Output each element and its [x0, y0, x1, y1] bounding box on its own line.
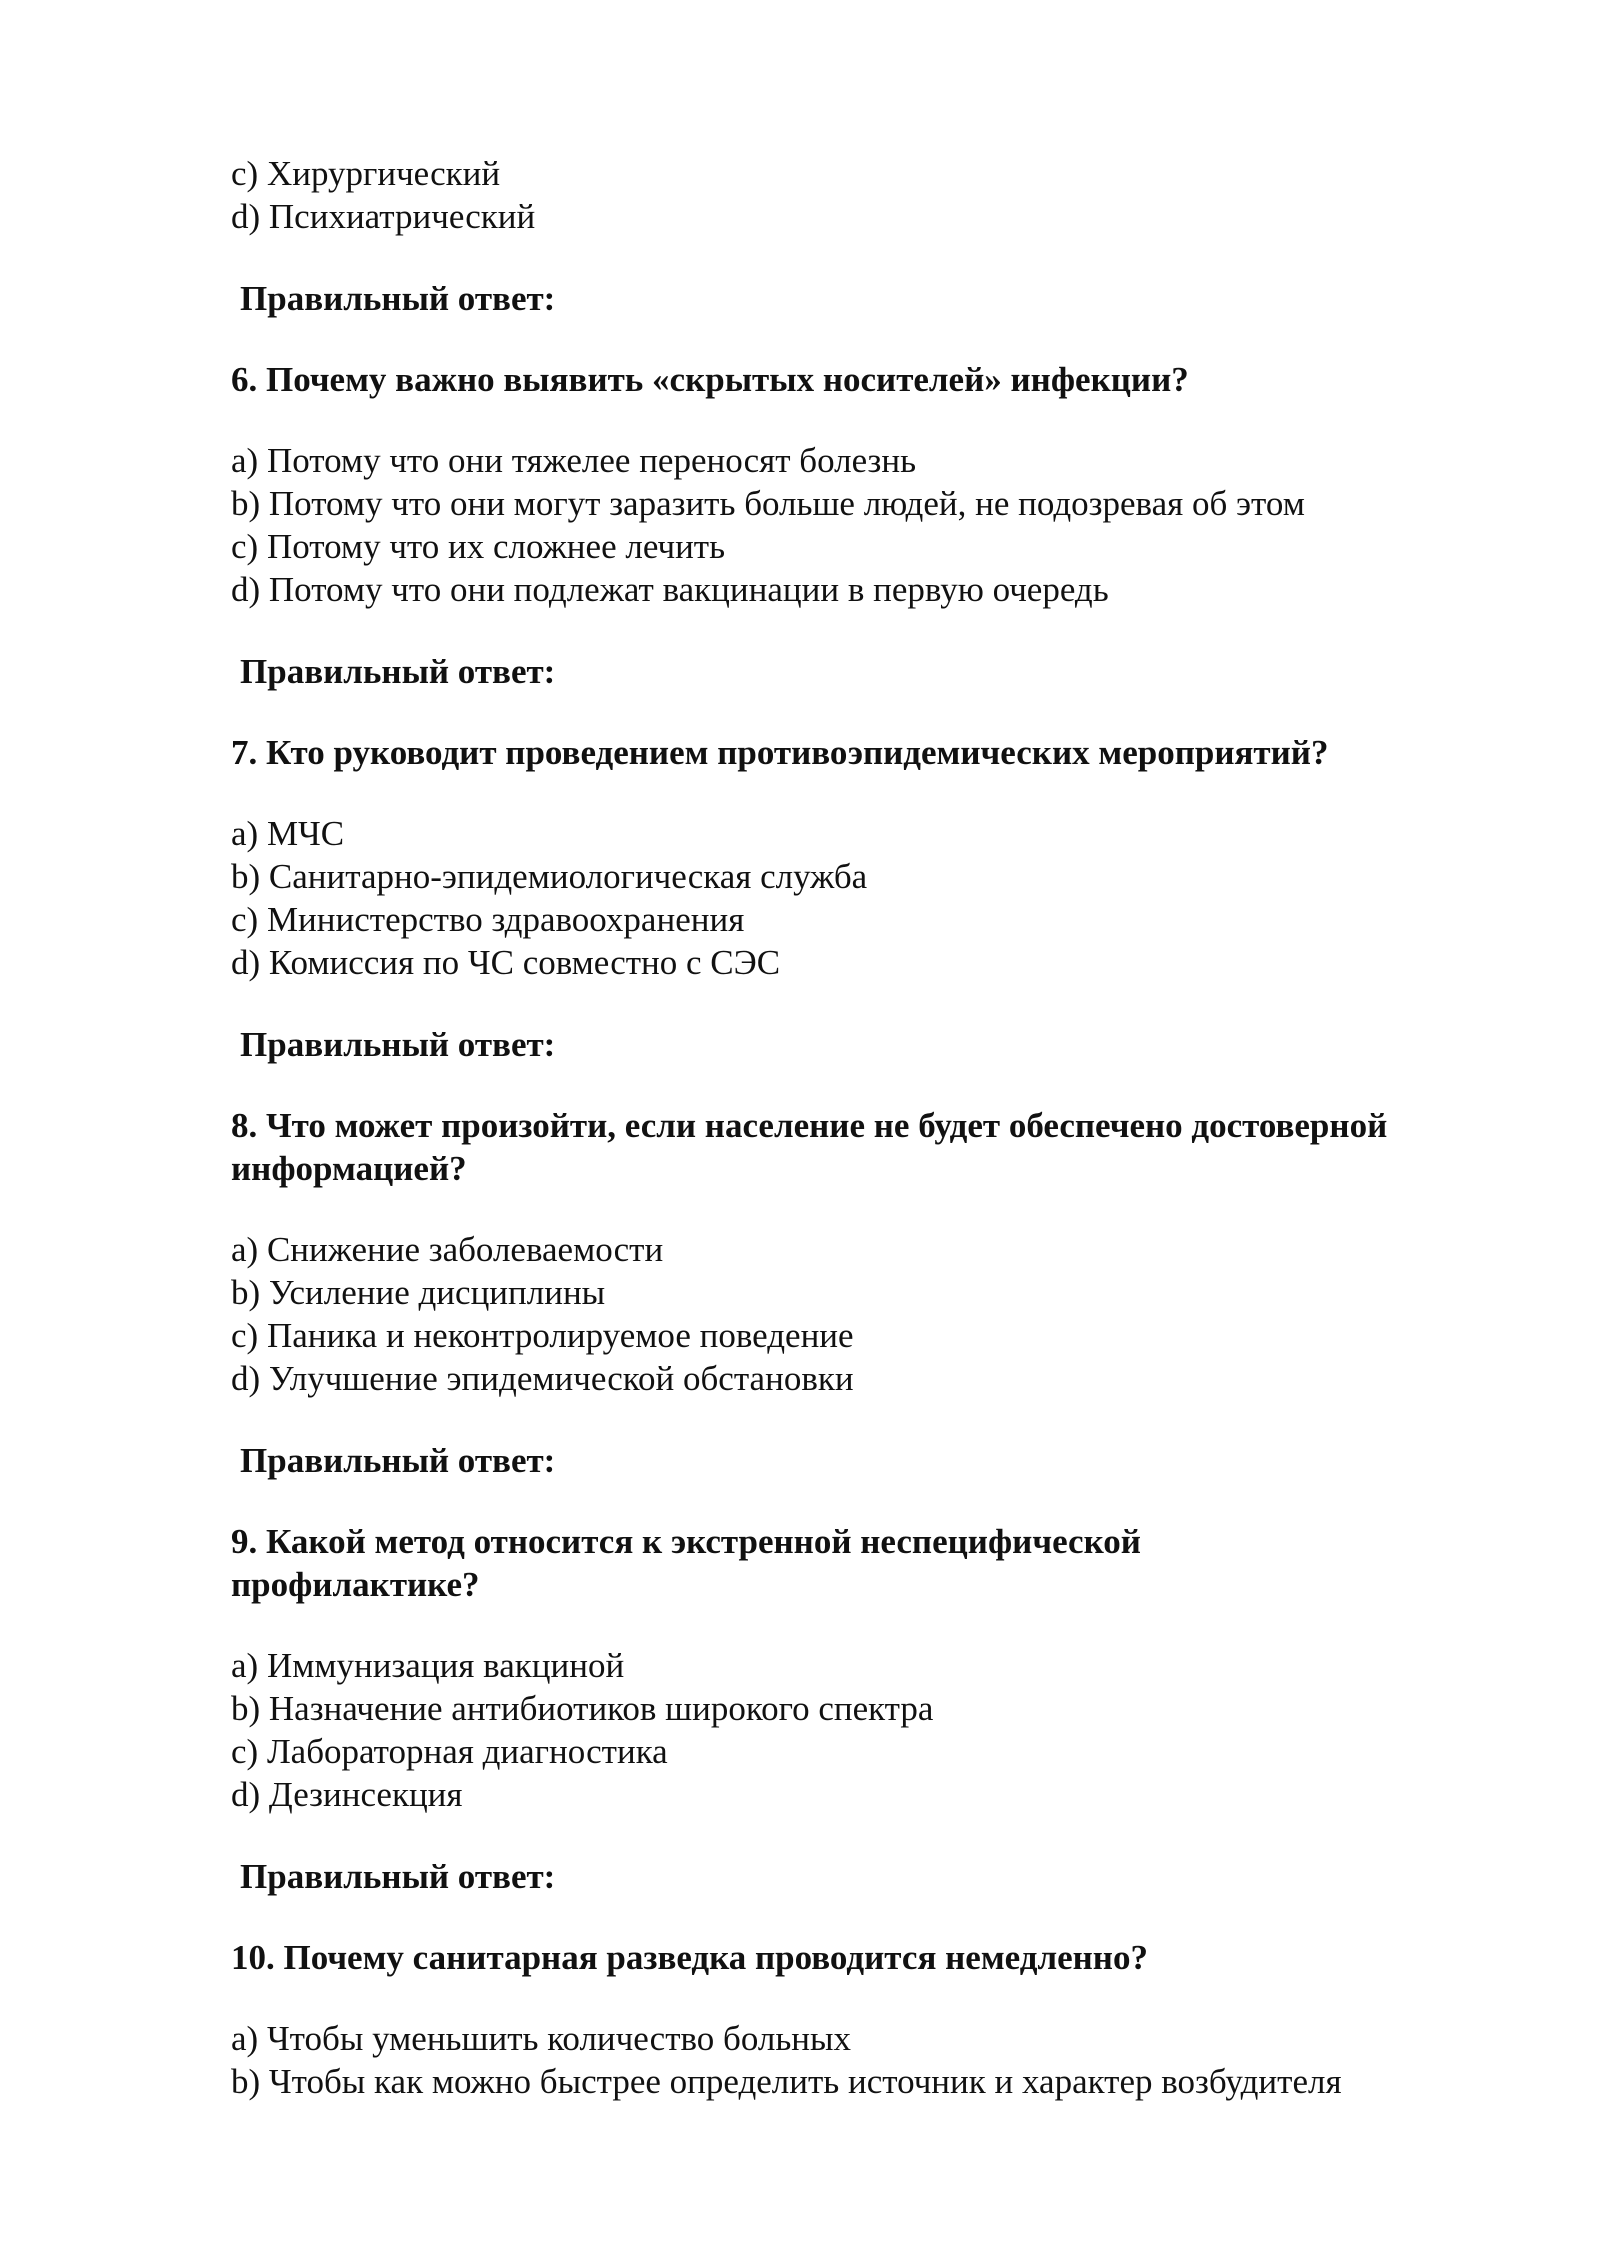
- correct-answer-label: Правильный ответ:: [240, 1441, 556, 1480]
- correct-answer-label: Правильный ответ:: [240, 652, 556, 691]
- option-b: b) Усиление дисциплины: [231, 1273, 606, 1312]
- question-7-block: [231, 731, 1501, 984]
- question-8-block: [231, 1104, 1501, 1400]
- option-a: a) МЧС: [231, 814, 345, 853]
- question-5-options: [231, 152, 1501, 238]
- option-b: b) Чтобы как можно быстрее определить источник и характер возбудителя: [231, 2062, 1342, 2101]
- option-c: c) Паника и неконтролируемое поведение: [231, 1316, 854, 1355]
- option-c: c) Хирургический: [231, 154, 501, 193]
- question-9-text: 9. Какой метод относится к экстренной неспецифической профилактике?: [231, 1522, 1141, 1604]
- question-10-text: 10. Почему санитарная разведка проводится немедленно?: [231, 1938, 1148, 1977]
- option-b: b) Потому что они могут заразить больше людей, не подозревая об этом: [231, 484, 1305, 523]
- correct-answer-label: Правильный ответ:: [240, 1025, 556, 1064]
- option-c: c) Лабораторная диагностика: [231, 1732, 668, 1771]
- option-d: d) Потому что они подлежат вакцинации в первую очередь: [231, 570, 1109, 609]
- option-c: c) Министерство здравоохранения: [231, 900, 745, 939]
- option-d: d) Психиатрический: [231, 197, 536, 236]
- question-6-block: [231, 358, 1501, 611]
- option-a: a) Снижение заболеваемости: [231, 1230, 664, 1269]
- option-b: b) Санитарно-эпидемиологическая служба: [231, 857, 868, 896]
- question-10-block: [231, 1936, 1501, 2103]
- option-d: d) Комиссия по ЧС совместно с СЭС: [231, 943, 781, 982]
- option-d: d) Дезинсекция: [231, 1775, 463, 1814]
- question-7-text: 7. Кто руководит проведением противоэпидемических мероприятий?: [231, 733, 1329, 772]
- option-a: a) Чтобы уменьшить количество больных: [231, 2019, 852, 2058]
- correct-answer-label: Правильный ответ:: [240, 1857, 556, 1896]
- option-a: a) Потому что они тяжелее переносят болезнь: [231, 441, 917, 480]
- option-a: a) Иммунизация вакциной: [231, 1646, 625, 1685]
- option-d: d) Улучшение эпидемической обстановки: [231, 1359, 854, 1398]
- quiz-content: [231, 152, 1501, 2103]
- question-6-text: 6. Почему важно выявить «скрытых носителей» инфекции?: [231, 360, 1189, 399]
- option-c: c) Потому что их сложнее лечить: [231, 527, 726, 566]
- question-9-block: [231, 1520, 1501, 1816]
- option-b: b) Назначение антибиотиков широкого спектра: [231, 1689, 934, 1728]
- correct-answer-label: Правильный ответ:: [240, 279, 556, 318]
- question-8-text: 8. Что может произойти, если население не будет обеспечено достоверной информацией?: [231, 1106, 1388, 1188]
